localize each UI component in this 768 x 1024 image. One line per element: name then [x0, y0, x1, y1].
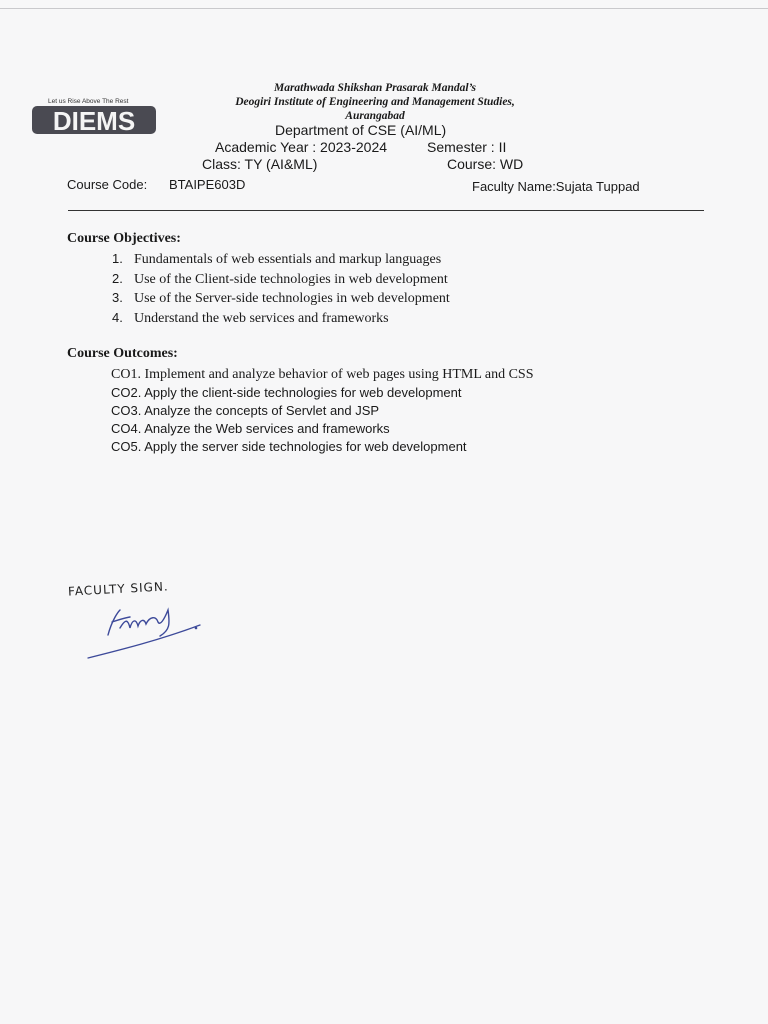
course-code: BTAIPE603D: [169, 177, 246, 192]
diems-logo: [20, 96, 160, 138]
list-item: 1. Fundamentals of web essentials and markup languages: [112, 251, 442, 267]
logo-text: DIEMS: [52, 106, 136, 136]
list-item: 3. Use of the Server-side technologies in web development: [112, 290, 450, 306]
list-item: CO1. Implement and analyze behavior of web pages using HTML and CSS: [111, 367, 534, 382]
trust-name: Marathwada Shikshan Prasarak Mandal’s: [273, 82, 477, 94]
list-item: CO2. Apply the client-side technologies for web development: [111, 385, 462, 400]
faculty-sign-label: FACULTY SIGN.: [67, 579, 170, 599]
list-item: CO5. Apply the server side technologies for web development: [111, 439, 467, 454]
list-item: CO3. Analyze the concepts of Servlet and JSP: [111, 403, 380, 418]
city-name: Aurangabad: [345, 110, 405, 122]
scan-edge-line: [0, 8, 768, 9]
semester: Semester : II: [427, 139, 507, 155]
department: Department of CSE (AI/ML): [275, 122, 447, 138]
course-code-label: Course Code:: [67, 177, 148, 192]
faculty-name: Faculty Name:Sujata Tuppad: [472, 179, 640, 194]
course-name: Course: WD: [447, 156, 524, 172]
objectives-heading: Course Objectives:: [67, 231, 181, 246]
signature-mark: [60, 580, 230, 670]
list-item: 2. Use of the Client-side technologies in web development: [112, 271, 448, 287]
class-info: Class: TY (AI&ML): [202, 156, 318, 172]
header-divider: [68, 210, 704, 211]
institute-name: Deogiri Institute of Engineering and Management Studies,: [235, 96, 515, 108]
list-item: CO4. Analyze the Web services and frameworks: [111, 421, 390, 436]
list-item: 4. Understand the web services and frameworks: [112, 310, 389, 326]
logo-tagline: Let us Rise Above The Rest: [48, 98, 129, 105]
academic-year: Academic Year : 2023-2024: [215, 139, 388, 155]
outcomes-heading: Course Outcomes:: [67, 346, 178, 361]
